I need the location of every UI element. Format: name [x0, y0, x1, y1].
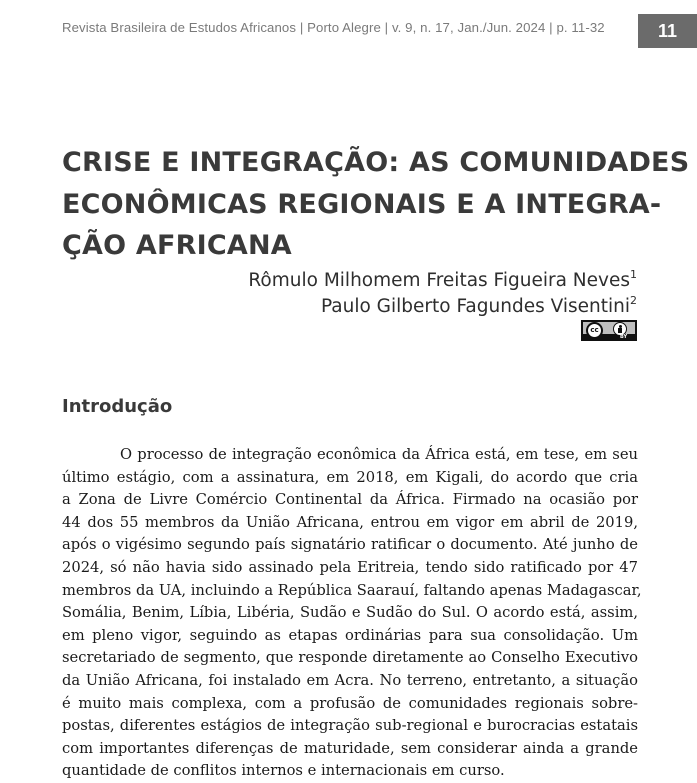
- paragraph-line: O processo de integração econômica da África está, em tese, em seu: [120, 446, 638, 463]
- paragraph-line: a Zona de Livre Comércio Continental da África. Firmado na ocasião por: [62, 491, 638, 509]
- body-paragraph: [62, 444, 642, 783]
- paragraph-line: após o vigésimo segundo país signatário ratificar o documento. Até junho de: [62, 536, 638, 554]
- article-title: [62, 142, 690, 267]
- paragraph-line: 2024, só não havia sido assinado pela Eritreia, tendo sido ratificado por 47: [62, 558, 638, 576]
- title-line: ÇÃO AFRICANA: [62, 230, 292, 261]
- title-line: CRISE E INTEGRAÇÃO: AS COMUNIDADES: [62, 147, 690, 178]
- footnote-marker[interactable]: 2: [630, 294, 637, 307]
- paragraph-line: quantidade de conflitos internos e internacionais em curso.: [62, 762, 505, 780]
- paragraph-line: 44 dos 55 membros da União Africana, entrou em vigor em abril de 2019,: [62, 513, 638, 531]
- by-label: BY: [620, 334, 628, 340]
- section-heading: Introdução: [62, 396, 173, 417]
- paragraph-line: postas, diferentes estágios de integração sub-regional e burocracias estatais: [62, 717, 638, 735]
- paragraph-line: com importantes diferenças de maturidade, sem considerar ainda a grande: [62, 739, 638, 757]
- paragraph-line: secretariado de segmento, que responde diretamente ao Conselho Executivo: [62, 649, 638, 667]
- author-list: [248, 268, 637, 320]
- title-line: ECONÔMICAS REGIONAIS E A INTEGRA-: [62, 188, 662, 220]
- author-name: Paulo Gilberto Fagundes Visentini: [320, 296, 630, 317]
- paragraph-line: último estágio, com a assinatura, em 2018, em Kigali, do acordo que cria: [62, 468, 638, 486]
- author: [248, 268, 637, 294]
- paragraph-line: da União Africana, foi instalado em Acra. No terreno, entretanto, a situação: [62, 671, 638, 689]
- paragraph-line: membros da UA, incluindo a República Saarauí, faltando apenas Madagascar,: [62, 581, 642, 599]
- page-number: 11: [638, 14, 697, 48]
- running-head: Revista Brasileira de Estudos Africanos | Porto Alegre | v. 9, n. 17, Jan./Jun. 2024 | p. 11-32: [62, 20, 605, 35]
- paragraph-line: é muito mais complexa, com a profusão de comunidades regionais sobre-: [62, 694, 638, 712]
- paragraph-line: Somália, Benim, Líbia, Libéria, Sudão e Sudão do Sul. O acordo está, assim,: [62, 604, 638, 622]
- footnote-marker[interactable]: 1: [630, 268, 637, 281]
- cc-icon: cc: [586, 322, 603, 339]
- author-name: Rômulo Milhomem Freitas Figueira Neves: [248, 270, 630, 291]
- cc-by-icon[interactable]: [581, 320, 637, 341]
- author: [248, 294, 637, 320]
- paragraph-line: em pleno vigor, seguindo as etapas ordinárias para sua consolidação. Um: [62, 626, 638, 644]
